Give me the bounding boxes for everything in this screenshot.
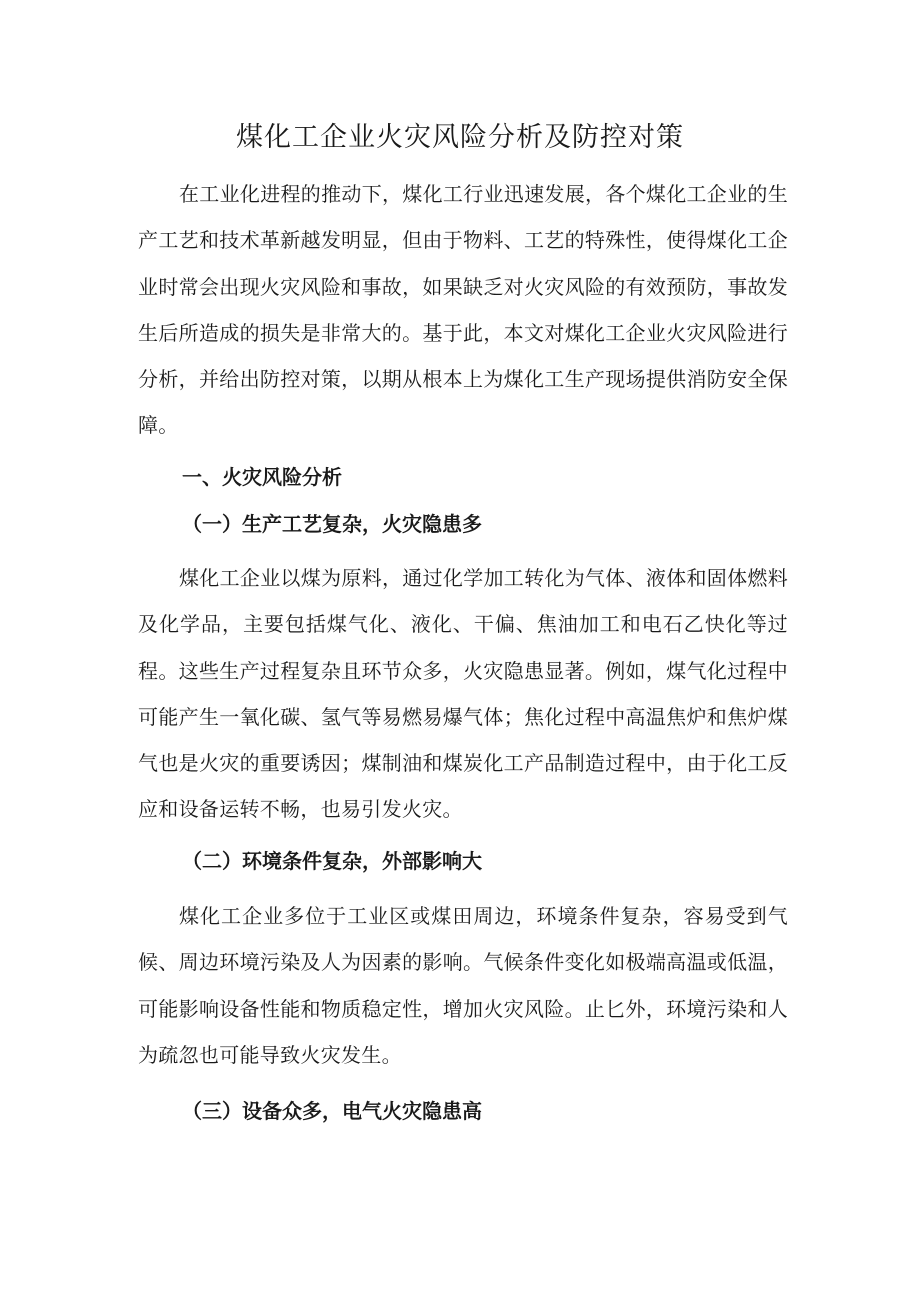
document-title: 煤化工企业火灾风险分析及防控对策: [236, 122, 684, 153]
intro-paragraph: 在工业化进程的推动下，煤化工行业迅速发展，各个煤化工企业的生产工艺和技术革新越发明显，但由于物料、工艺的特殊性，使得煤化工企业时常会出现火灾风险和事故，如果缺乏对火灾风险的有效预防，事故发生后所造成的损失是非常大的。基于此，本文对煤化工企业火灾风险进行分析，并给出防控对策，以期从根本上为煤化工生产现场提供消防安全保障。: [138, 182, 788, 438]
production-process-paragraph: 煤化工企业以煤为原料，通过化学加工转化为气体、液体和固体燃料及化学品，主要包括煤气化、液化、干偏、焦油加工和电石乙快化等过程。这些生产过程复杂且环节众多，火灾隐患显著。例如，煤气化过程中可能产生一氧化碳、氢气等易燃易爆气体；焦化过程中高温焦炉和焦炉煤气也是火灾的重要诱因；煤制油和煤炭化工产品制造过程中，由于化工反应和设备运转不畅，也易引发火灾。: [138, 566, 788, 822]
subsection-heading-equipment: （三）设备众多，电气火灾隐患高: [182, 1099, 482, 1123]
environment-paragraph: 煤化工企业多位于工业区或煤田周边，环境条件复杂，容易受到气候、周边环境污染及人为因素的影响。气候条件变化如极端高温或低温，可能影响设备性能和物质稳定性，增加火灾风险。止匕外，环境污染和人为疏忽也可能导致火灾发生。: [138, 904, 788, 1067]
subsection-heading-environment: （二）环境条件复杂，外部影响大: [182, 849, 482, 873]
section-heading-risk-analysis: 一、火灾风险分析: [182, 465, 342, 489]
subsection-heading-production-process: （一）生产工艺复杂，火灾隐患多: [182, 512, 482, 536]
